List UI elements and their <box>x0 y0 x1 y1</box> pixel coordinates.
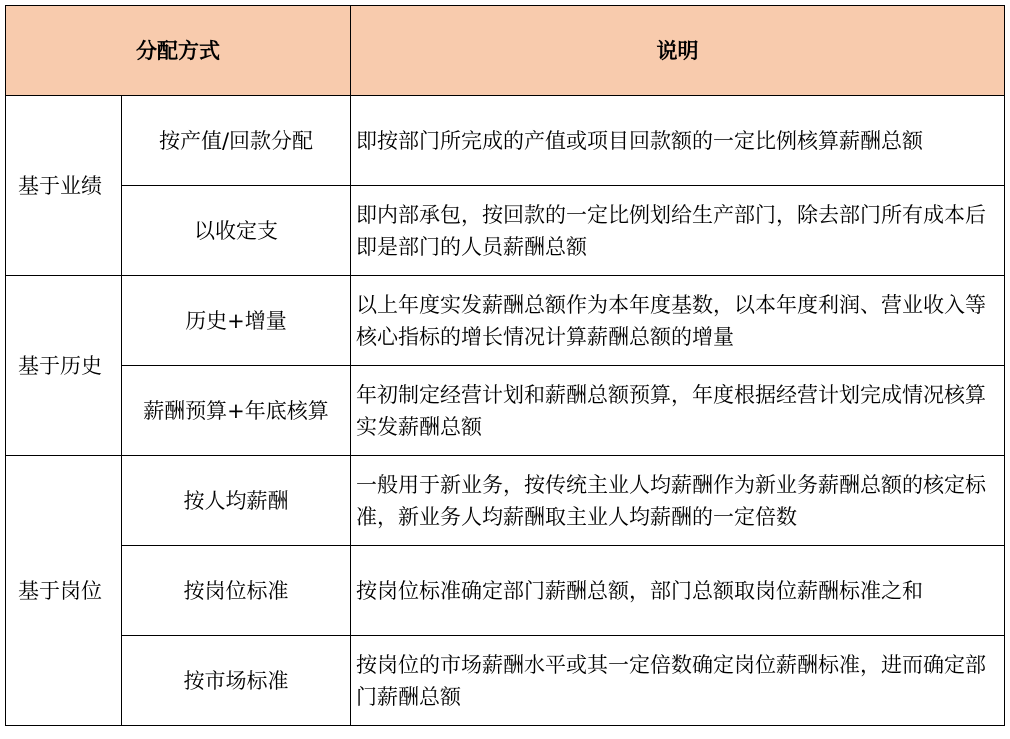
description-cell: 即内部承包，按回款的一定比例划给生产部门，除去部门所有成本后即是部门的人员薪酬总额 <box>351 186 1005 276</box>
group-label-performance: 基于业绩 <box>6 96 122 276</box>
method-cell: 按市场标准 <box>122 636 351 726</box>
header-allocation-method: 分配方式 <box>6 6 351 96</box>
header-description: 说明 <box>351 6 1005 96</box>
table-row <box>6 546 1005 636</box>
table-row <box>6 186 1005 276</box>
group-label-history: 基于历史 <box>6 276 122 456</box>
method-cell: 按人均薪酬 <box>122 456 351 546</box>
method-cell: 按岗位标准 <box>122 546 351 636</box>
method-cell: 以收定支 <box>122 186 351 276</box>
table-row <box>6 636 1005 726</box>
description-cell: 即按部门所完成的产值或项目回款额的一定比例核算薪酬总额 <box>351 96 1005 186</box>
group-label-position: 基于岗位 <box>6 456 122 726</box>
table-row <box>6 366 1005 456</box>
method-cell: 薪酬预算+年底核算 <box>122 366 351 456</box>
table-row <box>6 456 1005 546</box>
table-row <box>6 276 1005 366</box>
description-cell: 以上年度实发薪酬总额作为本年度基数，以本年度利润、营业收入等核心指标的增长情况计算薪酬总额的增量 <box>351 276 1005 366</box>
salary-allocation-table <box>5 5 1005 726</box>
description-cell: 按岗位的市场薪酬水平或其一定倍数确定岗位薪酬标准，进而确定部门薪酬总额 <box>351 636 1005 726</box>
table-row <box>6 96 1005 186</box>
description-cell: 年初制定经营计划和薪酬总额预算，年度根据经营计划完成情况核算实发薪酬总额 <box>351 366 1005 456</box>
header-row <box>6 6 1005 96</box>
description-cell: 一般用于新业务，按传统主业人均薪酬作为新业务薪酬总额的核定标准，新业务人均薪酬取主业人均薪酬的一定倍数 <box>351 456 1005 546</box>
description-cell: 按岗位标准确定部门薪酬总额，部门总额取岗位薪酬标准之和 <box>351 546 1005 636</box>
method-cell: 按产值/回款分配 <box>122 96 351 186</box>
method-cell: 历史+增量 <box>122 276 351 366</box>
